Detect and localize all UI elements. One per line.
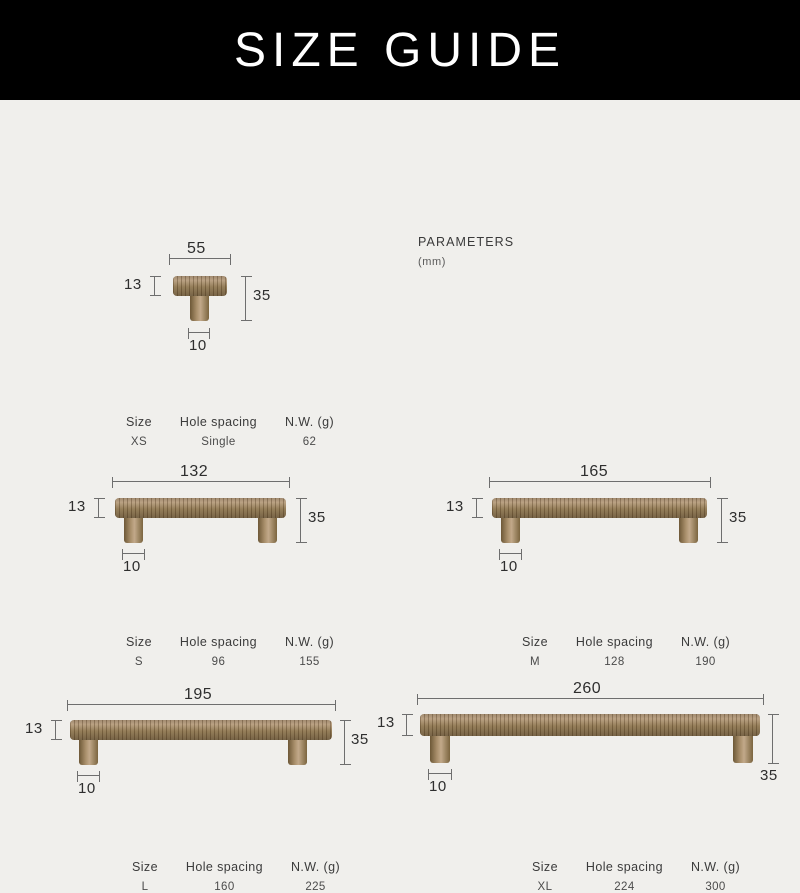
dimension-label-left-xs: 13 [124, 276, 142, 293]
handle-bar-xl [420, 714, 760, 736]
spec-col-weight-m [667, 635, 744, 668]
dimension-label-left-s: 13 [68, 498, 86, 515]
knurl-texture-xs [173, 276, 227, 296]
dimension-label-left-m: 13 [446, 498, 464, 515]
dimension-line-right-xs [245, 276, 246, 321]
dimension-label-bottom-m: 10 [500, 558, 518, 575]
spec-value-size-s: S [134, 656, 143, 668]
dimension-label-left-xl: 13 [377, 714, 395, 731]
spec-col-hole-xs [166, 415, 271, 448]
dimension-label-bottom-l: 10 [78, 780, 96, 797]
dimension-label-length-s: 132 [180, 463, 209, 480]
spec-header-weight-xl: N.W. (g) [691, 860, 741, 874]
spec-col-weight-xs [271, 415, 348, 448]
dimension-label-right-xs: 35 [253, 287, 271, 304]
handle-post-m-left [501, 518, 520, 543]
knurl-texture-s [115, 498, 286, 518]
spec-col-size-xs [112, 415, 166, 448]
spec-col-size-l [118, 860, 172, 893]
dimension-label-length-xs: 55 [187, 240, 206, 257]
dimension-label-length-l: 195 [184, 686, 213, 703]
spec-value-size-xs: XS [130, 436, 148, 448]
dimension-line-length-xs [169, 258, 231, 259]
spec-header-size-xl: Size [532, 860, 558, 874]
spec-header-size-l: Size [132, 860, 158, 874]
dimension-line-left-s [98, 498, 99, 518]
spec-header-hole-xl: Hole spacing [585, 860, 663, 874]
dimension-label-left-l: 13 [25, 720, 43, 737]
dimension-label-length-m: 165 [580, 463, 609, 480]
dimension-line-left-m [476, 498, 477, 518]
handle-bar-s [115, 498, 286, 518]
spec-value-weight-l: 225 [305, 881, 326, 893]
spec-header-weight-xs: N.W. (g) [285, 415, 335, 429]
spec-value-weight-s: 155 [299, 656, 320, 668]
spec-value-hole-s: 96 [211, 656, 226, 668]
dimension-label-right-l: 35 [351, 731, 369, 748]
spec-header-weight-l: N.W. (g) [291, 860, 341, 874]
parameters-block [418, 233, 514, 270]
handle-post-s-right [258, 518, 277, 543]
spec-header-weight-m: N.W. (g) [681, 635, 731, 649]
dimension-line-length-s [112, 481, 290, 482]
dimension-label-right-s: 35 [308, 509, 326, 526]
spec-table-xs [112, 415, 348, 448]
spec-header-hole-m: Hole spacing [575, 635, 653, 649]
knurl-texture-l [70, 720, 332, 740]
parameters-unit: (mm) [418, 255, 447, 268]
dimension-line-length-xl [417, 698, 764, 699]
size-guide-canvas [0, 100, 800, 893]
spec-header-hole-xs: Hole spacing [179, 415, 257, 429]
dimension-line-left-xl [406, 714, 407, 736]
handle-post-l-right [288, 740, 307, 765]
spec-header-hole-l: Hole spacing [185, 860, 263, 874]
spec-value-hole-m: 128 [604, 656, 625, 668]
spec-table-l [118, 860, 354, 893]
spec-col-hole-l [172, 860, 277, 893]
spec-header-size-xs: Size [126, 415, 152, 429]
dimension-label-bottom-xs: 10 [189, 337, 207, 354]
spec-value-size-l: L [141, 881, 149, 893]
dimension-label-right-m: 35 [729, 509, 747, 526]
spec-col-weight-xl [677, 860, 754, 893]
spec-col-hole-xl [572, 860, 677, 893]
dimension-line-bottom-l [77, 775, 100, 776]
dimension-line-bottom-xl [428, 773, 452, 774]
parameters-title: PARAMETERS [418, 235, 515, 249]
handle-post-xs [190, 296, 209, 321]
spec-col-weight-s [271, 635, 348, 668]
knurl-texture-m [492, 498, 707, 518]
dimension-line-right-s [300, 498, 301, 543]
spec-value-hole-xs: Single [201, 436, 236, 448]
dimension-line-bottom-s [122, 553, 145, 554]
handle-post-xl-left [430, 736, 450, 763]
dimension-label-right-xl: 35 [760, 767, 778, 784]
dimension-line-length-l [67, 704, 336, 705]
spec-header-size-s: Size [126, 635, 152, 649]
spec-value-weight-m: 190 [695, 656, 716, 668]
spec-col-hole-m [562, 635, 667, 668]
spec-col-weight-l [277, 860, 354, 893]
spec-table-xl [518, 860, 754, 893]
knurl-texture-xl [420, 714, 760, 736]
spec-header-size-m: Size [522, 635, 548, 649]
dimension-line-right-m [721, 498, 722, 543]
dimension-label-bottom-xl: 10 [429, 778, 447, 795]
dimension-label-length-xl: 260 [573, 680, 602, 697]
dimension-line-right-xl [772, 714, 773, 764]
spec-col-size-xl [518, 860, 572, 893]
handle-post-xl-right [733, 736, 753, 763]
dimension-line-bottom-xs [188, 332, 210, 333]
dimension-label-bottom-s: 10 [123, 558, 141, 575]
spec-table-m [508, 635, 744, 668]
spec-col-size-m [508, 635, 562, 668]
dimension-line-left-l [55, 720, 56, 740]
handle-bar-xs [173, 276, 227, 296]
dimension-line-left-xs [154, 276, 155, 296]
spec-value-hole-l: 160 [214, 881, 235, 893]
spec-value-size-m: M [529, 656, 540, 668]
spec-value-size-xl: XL [537, 881, 553, 893]
spec-header-hole-s: Hole spacing [179, 635, 257, 649]
handle-post-l-left [79, 740, 98, 765]
spec-value-hole-xl: 224 [614, 881, 635, 893]
handle-post-s-left [124, 518, 143, 543]
handle-bar-m [492, 498, 707, 518]
spec-col-size-s [112, 635, 166, 668]
dimension-line-bottom-m [499, 553, 522, 554]
handle-post-m-right [679, 518, 698, 543]
spec-col-hole-s [166, 635, 271, 668]
page-title: SIZE GUIDE [233, 23, 567, 77]
spec-table-s [112, 635, 348, 668]
page-header [0, 0, 800, 100]
spec-value-weight-xl: 300 [705, 881, 726, 893]
dimension-line-right-l [344, 720, 345, 765]
handle-bar-l [70, 720, 332, 740]
dimension-line-length-m [489, 481, 711, 482]
spec-value-weight-xs: 62 [302, 436, 317, 448]
spec-header-weight-s: N.W. (g) [285, 635, 335, 649]
